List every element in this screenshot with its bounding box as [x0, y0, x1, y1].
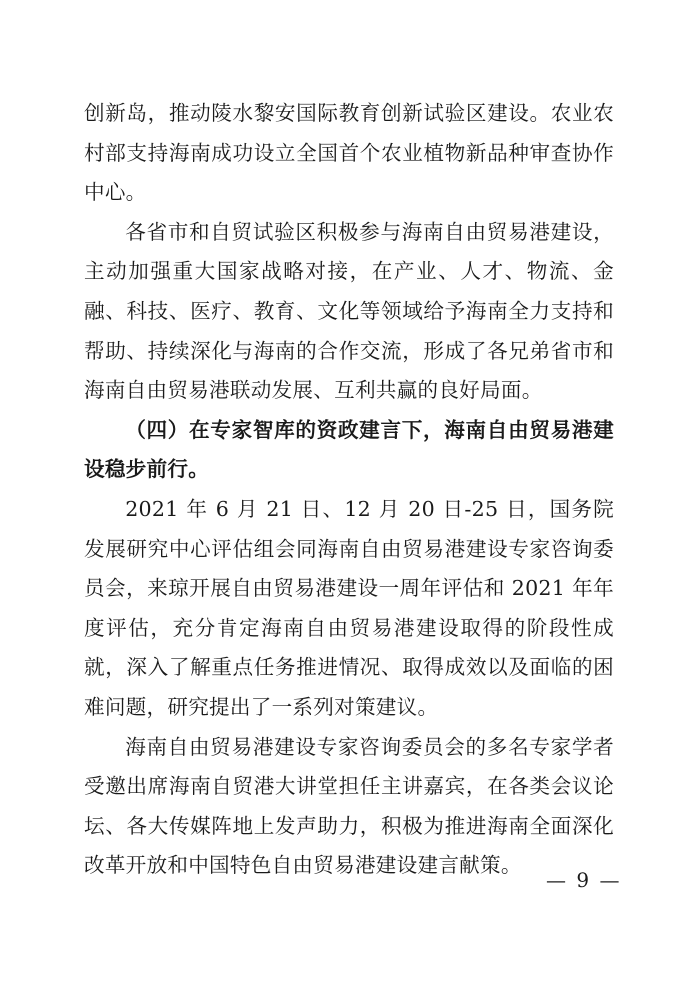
paragraph-experts: 海南自由贸易港建设专家咨询委员会的多名专家学者受邀出席海南自贸港大讲堂担任主讲嘉宾，在各类会议论坛、各大传媒阵地上发声助力，积极为推进海南全面深化改革开放和中国特色自由贸易港建设建言献策。 — [84, 734, 614, 878]
paragraph-provinces-support: 各省市和自贸试验区积极参与海南自由贸易港建设，主动加强重大国家战略对接，在产业、人才、物流、金融、科技、医疗、教育、文化等领域给予海南全力支持和帮助、持续深化与海南的合作交流，形成了各兄弟省市和海南自由贸易港联动发展、互利共赢的良好局面。 — [84, 219, 614, 403]
paragraph-continued: 创新岛，推动陵水黎安国际教育创新试验区建设。农业农村部支持海南成功设立全国首个农业植物新品种审查协作中心。 — [84, 101, 614, 205]
page-number: — 9 — — [546, 868, 622, 892]
document-body — [84, 94, 614, 886]
section-heading-4: （四）在专家智库的资政建言下，海南自由贸易港建设稳步前行。 — [84, 417, 614, 482]
paragraph-evaluation: 2021 年 6 月 21 日、12 月 20 日-25 日，国务院发展研究中心评估组会同海南自由贸易港建设专家咨询委员会，来琼开展自由贸易港建设一周年评估和 2021 年年度评估，充分肯定海南自由贸易港建设取得的阶段性成就，深入了解重点任务推进情况、取得成效以及面临的困难问题，研究提出了一系列对策建议。 — [84, 496, 614, 719]
